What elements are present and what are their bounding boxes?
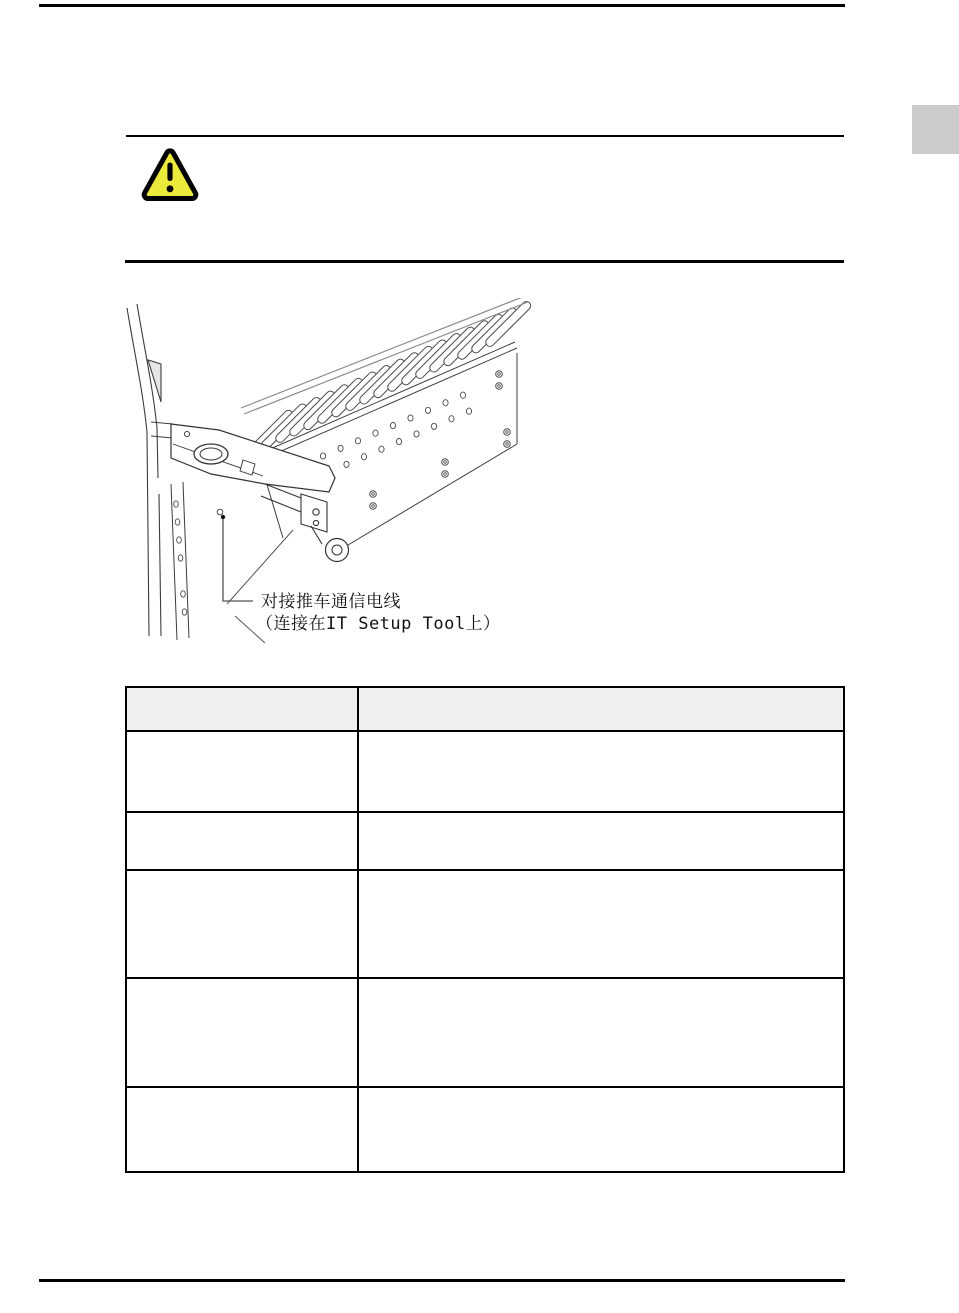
table-cell (126, 978, 358, 1087)
table-row (126, 870, 844, 978)
arm-ring-inner (200, 448, 222, 460)
exclamation-dot (167, 185, 174, 192)
page-edge-tab (912, 105, 959, 154)
table-cell (126, 870, 358, 978)
frame-bar (151, 422, 173, 438)
top-rule (39, 4, 845, 7)
bottom-rule (39, 1279, 845, 1282)
table-cell (358, 870, 844, 978)
table-header-row (126, 687, 844, 731)
info-table (125, 686, 845, 1173)
exclamation-bar (167, 163, 172, 182)
table-cell (126, 1087, 358, 1172)
warning-section-top-rule (126, 135, 844, 137)
latch-bracket (261, 484, 327, 544)
table-row (126, 812, 844, 870)
callout-dot (221, 515, 225, 519)
table-header-cell-1 (126, 687, 358, 731)
figure-caption-line1: 对接推车通信电线 (261, 592, 401, 612)
table-cell (126, 812, 358, 870)
table-cell (358, 1087, 844, 1172)
table-cell (358, 812, 844, 870)
warning-section-bottom-rule (125, 260, 844, 263)
table-row (126, 1087, 844, 1172)
conveyor-rollers (246, 300, 532, 457)
conveyor-back-rail (241, 298, 528, 414)
table-header-cell-2 (358, 687, 844, 731)
table-row (126, 731, 844, 812)
table-cell (358, 731, 844, 812)
table-cell (358, 978, 844, 1087)
table-row (126, 978, 844, 1087)
cart-left-panel (127, 304, 161, 636)
callout (221, 515, 501, 634)
table-cell (126, 731, 358, 812)
warning-triangle-icon (140, 147, 200, 201)
docking-cart-line-drawing (115, 298, 545, 643)
docking-cart-figure (115, 298, 545, 643)
guide-wheel (326, 539, 349, 562)
figure-caption-line2: （连接在IT Setup Tool上） (256, 614, 501, 634)
callout-leader-line (223, 519, 253, 601)
communication-cable-screw (217, 509, 223, 515)
